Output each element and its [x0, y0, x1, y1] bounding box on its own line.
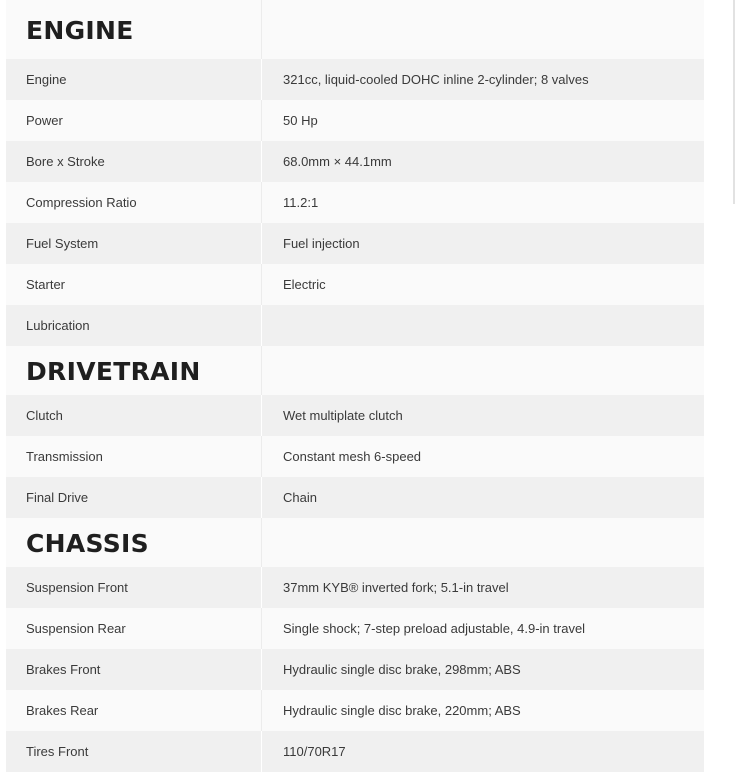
spec-label: Fuel System	[6, 223, 262, 264]
spec-label: Tires Front	[6, 731, 262, 772]
spec-row-clutch	[6, 395, 704, 436]
spec-row-compression-ratio	[6, 182, 704, 223]
spec-value: 110/70R17	[262, 731, 704, 772]
section-header-cell	[6, 518, 262, 567]
section-title-drivetrain: DRIVETRAIN	[26, 357, 201, 386]
section-title-engine: ENGINE	[26, 16, 134, 45]
spec-table	[6, 0, 704, 772]
spec-row-final-drive	[6, 477, 704, 518]
spec-row-suspension-rear	[6, 608, 704, 649]
spec-value: Hydraulic single disc brake, 220mm; ABS	[262, 690, 704, 731]
spec-label: Brakes Rear	[6, 690, 262, 731]
spec-row-bore-stroke	[6, 141, 704, 182]
spec-value: 321cc, liquid-cooled DOHC inline 2-cylinder; 8 valves	[262, 59, 704, 100]
spec-row-brakes-front	[6, 649, 704, 690]
spec-value: 50 Hp	[262, 100, 704, 141]
spec-label: Clutch	[6, 395, 262, 436]
spec-value: Constant mesh 6-speed	[262, 436, 704, 477]
spec-value: Hydraulic single disc brake, 298mm; ABS	[262, 649, 704, 690]
section-header-cell	[6, 346, 262, 395]
spec-label: Power	[6, 100, 262, 141]
spec-row-transmission	[6, 436, 704, 477]
spec-label: Brakes Front	[6, 649, 262, 690]
spec-row-power	[6, 100, 704, 141]
section-header-spacer	[262, 0, 704, 59]
spec-row-engine	[6, 59, 704, 100]
section-header-drivetrain	[6, 346, 704, 395]
spec-row-starter	[6, 264, 704, 305]
spec-row-fuel-system	[6, 223, 704, 264]
spec-label: Engine	[6, 59, 262, 100]
spec-value: Chain	[262, 477, 704, 518]
section-title-chassis: CHASSIS	[26, 529, 149, 558]
spec-value: Wet multiplate clutch	[262, 395, 704, 436]
spec-value	[262, 305, 704, 346]
spec-value: 11.2:1	[262, 182, 704, 223]
spec-row-brakes-rear	[6, 690, 704, 731]
spec-label: Bore x Stroke	[6, 141, 262, 182]
spec-value: 37mm KYB® inverted fork; 5.1-in travel	[262, 567, 704, 608]
spec-row-lubrication	[6, 305, 704, 346]
spec-label: Compression Ratio	[6, 182, 262, 223]
section-header-cell	[6, 0, 262, 59]
spec-value: Fuel injection	[262, 223, 704, 264]
spec-value: Electric	[262, 264, 704, 305]
spec-label: Final Drive	[6, 477, 262, 518]
spec-label: Starter	[6, 264, 262, 305]
section-header-engine	[6, 0, 704, 59]
section-header-spacer	[262, 518, 704, 567]
section-header-spacer	[262, 346, 704, 395]
spec-label: Suspension Front	[6, 567, 262, 608]
spec-label: Suspension Rear	[6, 608, 262, 649]
spec-label: Lubrication	[6, 305, 262, 346]
spec-value: Single shock; 7-step preload adjustable, 4.9-in travel	[262, 608, 704, 649]
spec-row-suspension-front	[6, 567, 704, 608]
spec-label: Transmission	[6, 436, 262, 477]
spec-value: 68.0mm × 44.1mm	[262, 141, 704, 182]
section-header-chassis	[6, 518, 704, 567]
